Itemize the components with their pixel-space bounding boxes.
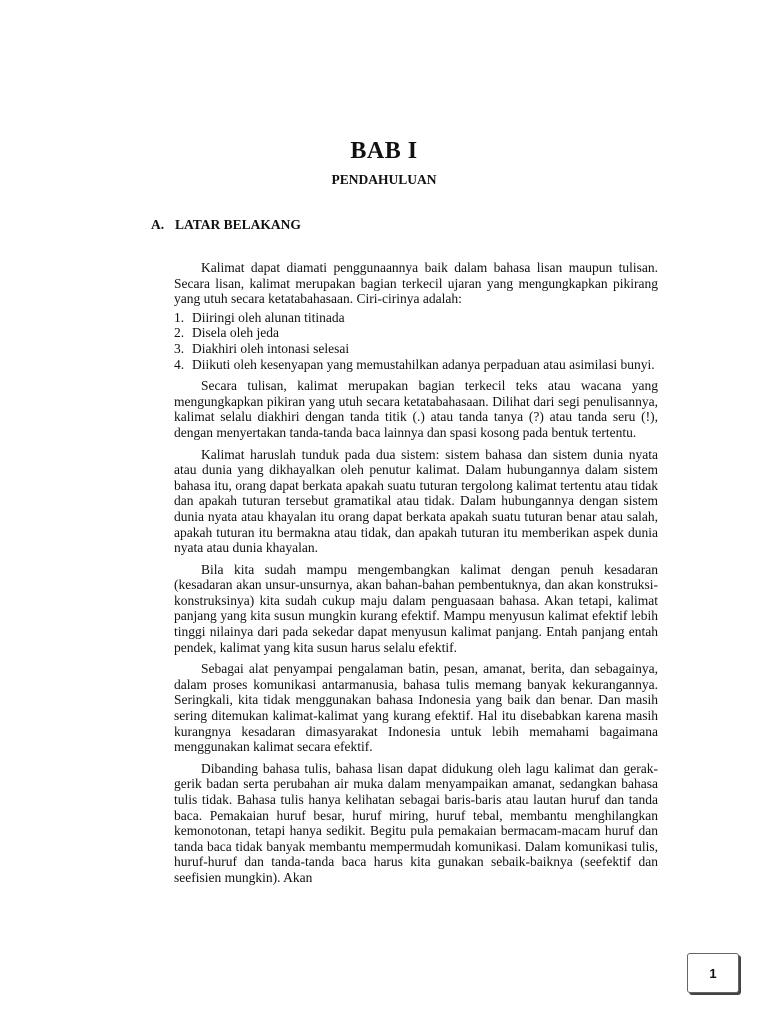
list-number: 2. [174,325,185,341]
list-text: Diakhiri oleh intonasi selesai [192,340,350,356]
section-title: LATAR BELAKANG [175,217,301,232]
list-number: 1. [174,309,185,325]
page-number-badge [687,953,739,993]
list-text: Diikuti oleh kesenyapan yang memustahilkan adanya perpaduan atau asimilasi bunyi. [192,356,655,372]
paragraph: Kalimat haruslah tunduk pada dua sistem: sistem bahasa dan sistem dunia nyata atau dunia yang dikhayalkan oleh penutur kalimat. Dalam hubungannya dalam sistem bahasa itu, orang dapat berkata apakah suatu tuturan tergolong kalimat tertentu atau tidak dan apakah tuturan tersebut gramatikal atau tidak. Dalam hubungannya dengan sistem dunia nyata atau khayalan itu orang dapat berkata apakah suatu tuturan benar atau salah, apakah tuturan itu bermakna atau tidak, dan apakah tuturan itu memberikan aspek dunia nyata atau dunia khayalan. [174,446,658,556]
paragraph: Kalimat dapat diamati penggunaannya baik dalam bahasa lisan maupun tulisan. Secara lisan, kalimat merupakan bagian terkecil ujaran yang mengungkapkan pikirang yang utuh secara ketatabahasaan. Ciri-cirinya adalah: [174,260,658,307]
list-item [174,310,658,326]
section-heading [151,217,301,233]
list-text: Disela oleh jeda [192,325,279,341]
body-text [174,260,658,892]
list-text: Diiringi oleh alunan titinada [192,309,345,325]
chapter-title: BAB I [350,138,418,164]
list-item [174,357,658,373]
paragraph: Secara tulisan, kalimat merupakan bagian terkecil teks atau wacana yang mengungkapkan pikiran yang utuh secara ketatabahasaan. Dilihat dari segi penulisannya, kalimat selalu diakhiri dengan tanda titik (.) atau tanda tanya (?) atau tanda seru (!), dengan menyertakan tanda-tanda baca lainnya dan spasi kosong pada bentuk tertentu. [174,378,658,440]
section-letter: A. [151,217,165,232]
list-number: 4. [174,356,185,372]
list-number: 3. [174,340,185,356]
paragraph: Dibanding bahasa tulis, bahasa lisan dapat didukung oleh lagu kalimat dan gerak-gerik badan serta perubahan air muka dalam menyampaikan amanat, sedangkan bahasa tulis tidak. Bahasa tulis hanya kelihatan sebagai baris-baris atau lautan huruf dan tanda baca. Pemakaian huruf besar, huruf miring, huruf tebal, membantu menghilangkan kemonotonan, tetapi hanya sedikit. Begitu pula pemakaian bermacam-macam huruf dan tanda baca tidak banyak membantu mempermudah komunikasi. Dalam komunikasi tulis, huruf-huruf dan tanda-tanda baca harus kita gunakan sebaik-baiknya (seefektif dan seefisien mungkin). Akan [174,760,658,885]
list-item [174,325,658,341]
page-number: 1 [709,965,717,981]
characteristics-list [174,310,658,372]
paragraph: Sebagai alat penyampai pengalaman batin, pesan, amanat, berita, dan sebagainya, dalam proses komunikasi antarmanusia, bahasa tulis memang banyak kekurangannya. Seringkali, kita tidak menggunakan bahasa Indonesia yang baik dan benar. Dan masih sering ditemukan kalimat-kalimat yang kurang efektif. Hal itu disebabkan karena masih kurangnya kesadaran dimasyarakat Indonesia untuk lebih memahami bagaimana menggunakan kalimat secara efektif. [174,661,658,755]
paragraph: Bila kita sudah mampu mengembangkan kalimat dengan penuh kesadaran (kesadaran akan unsur-unsurnya, akan bahan-bahan pembentuknya, dan akan konstruksi-konstruksinya) kita sudah cukup maju dalam penguasaan bahasa. Akan tetapi, kalimat panjang yang kita susun mungkin kurang efektif. Mampu menyusun kalimat efektif lebih tinggi nilainya dari pada sekedar dapat menyusun kalimat panjang. Entah panjang entah pendek, kalimat yang kita susun harus selalu efektif. [174,561,658,655]
list-item [174,341,658,357]
chapter-subtitle: PENDAHULUAN [331,172,437,187]
